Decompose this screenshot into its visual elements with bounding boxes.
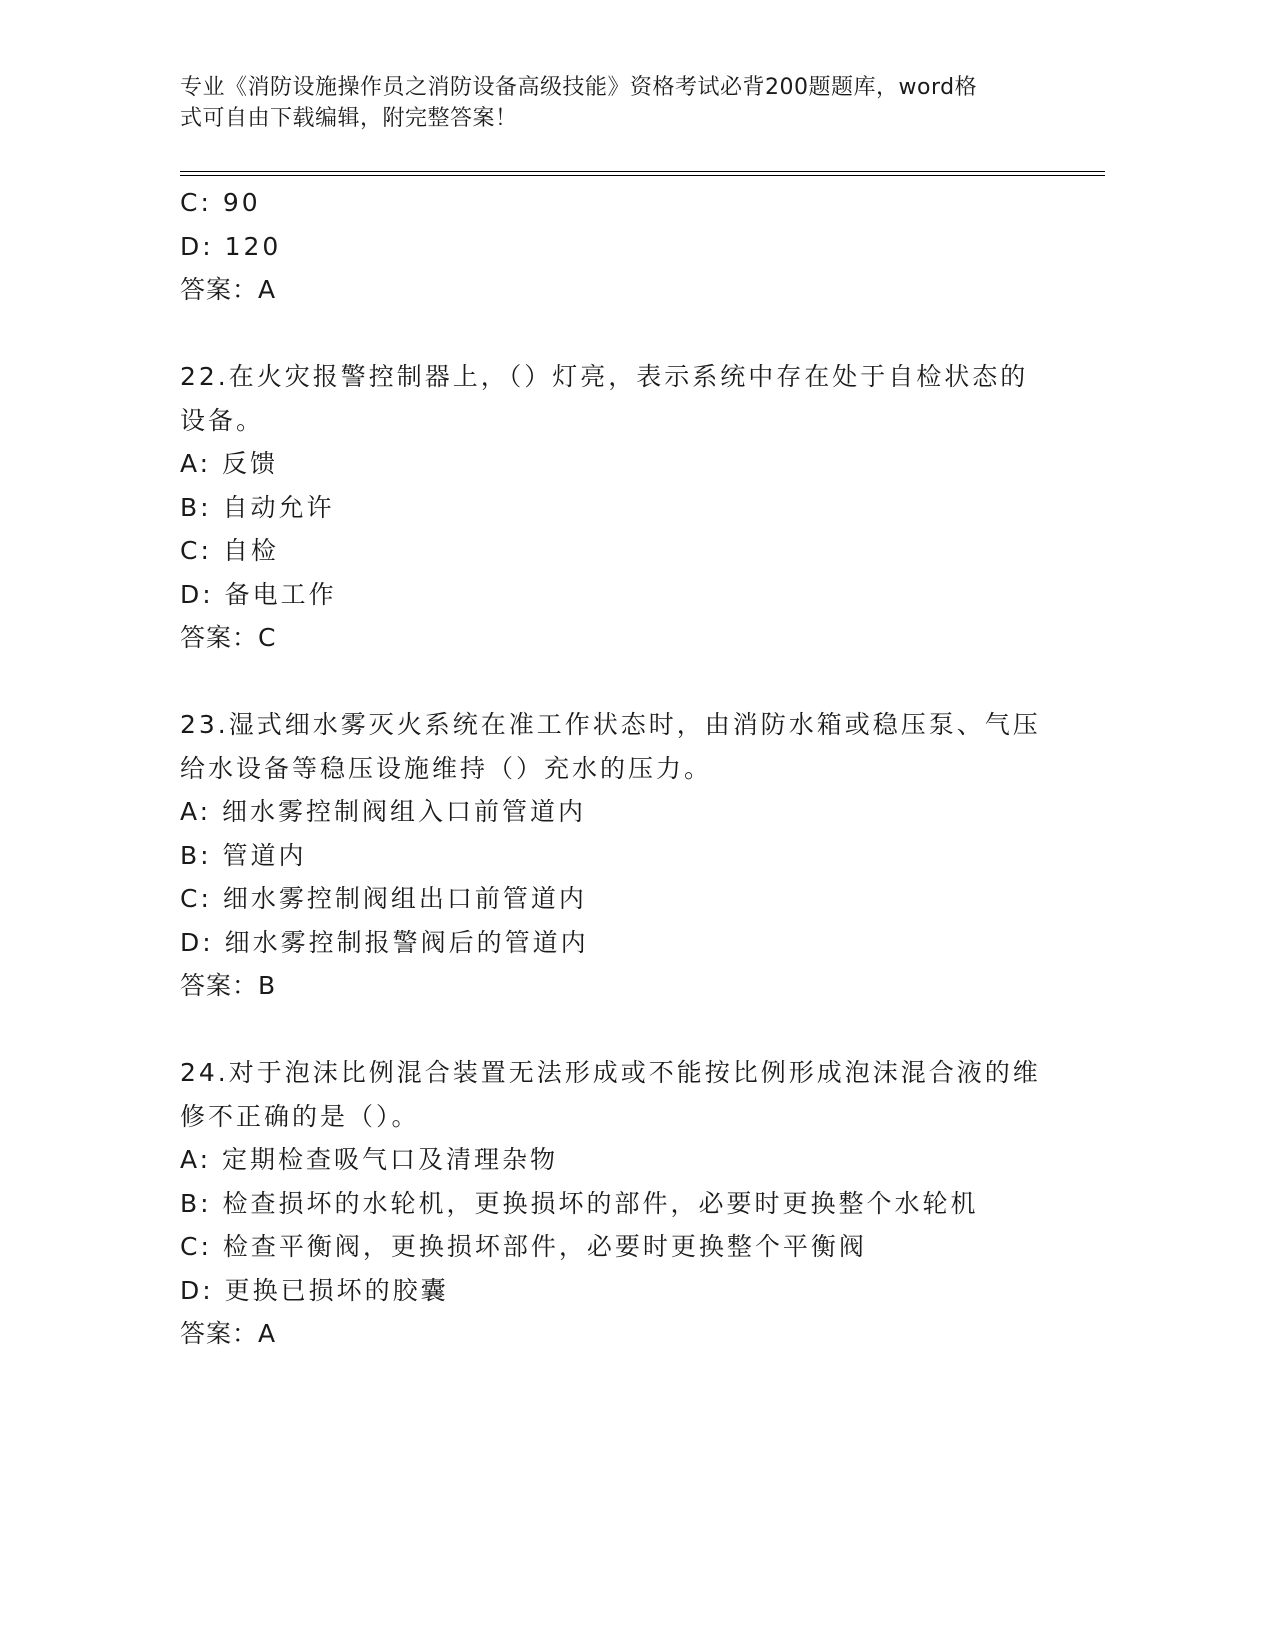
q24-stem-line-1: 24.对于泡沫比例混合装置无法形成或不能按比例形成泡沫混合液的维 [180, 1058, 1041, 1087]
q23-option-c: C: 细水雾控制阀组出口前管道内 [180, 884, 587, 913]
q23-option-b: B: 管道内 [180, 841, 307, 870]
q22-option-b: B: 自动允许 [180, 493, 335, 522]
q22-option-d: D: 备电工作 [180, 580, 337, 609]
header-line-1: 专业《消防设施操作员之消防设备高级技能》资格考试必背200题题库，word格 [180, 75, 978, 100]
q22-stem-line-1: 22.在火灾报警控制器上，（）灯亮，表示系统中存在处于自检状态的 [180, 362, 1029, 391]
header-divider-top [180, 171, 1105, 172]
q24-option-a: A: 定期检查吸气口及清理杂物 [180, 1145, 559, 1174]
prev-option-c: C: 90 [180, 188, 261, 217]
q24-option-b: B: 检查损坏的水轮机，更换损坏的部件，必要时更换整个水轮机 [180, 1189, 979, 1218]
header-line-2: 式可自由下载编辑，附完整答案！ [180, 106, 518, 131]
q23-stem-line-1: 23.湿式细水雾灭火系统在准工作状态时，由消防水箱或稳压泵、气压 [180, 710, 1041, 739]
q23-option-d: D: 细水雾控制报警阀后的管道内 [180, 928, 589, 957]
q22-answer: 答案：C [180, 623, 277, 652]
q23-option-a: A: 细水雾控制阀组入口前管道内 [180, 797, 587, 826]
prev-option-d: D: 120 [180, 232, 282, 261]
q24-option-d: D: 更换已损坏的胶囊 [180, 1276, 449, 1305]
q24-option-c: C: 检查平衡阀，更换损坏部件，必要时更换整个平衡阀 [180, 1232, 867, 1261]
prev-answer: 答案：A [180, 275, 277, 304]
document-header [180, 72, 1030, 134]
q22-stem-line-2: 设备。 [180, 406, 265, 435]
q22-option-c: C: 自检 [180, 536, 279, 565]
q23-stem-line-2: 给水设备等稳压设施维持（）充水的压力。 [180, 754, 713, 783]
q22-option-a: A: 反馈 [180, 449, 279, 478]
q24-answer: 答案：A [180, 1319, 277, 1348]
q23-answer: 答案：B [180, 971, 277, 1000]
q24-stem-line-2: 修不正确的是（）。 [180, 1102, 420, 1131]
header-divider-bottom [180, 175, 1105, 176]
